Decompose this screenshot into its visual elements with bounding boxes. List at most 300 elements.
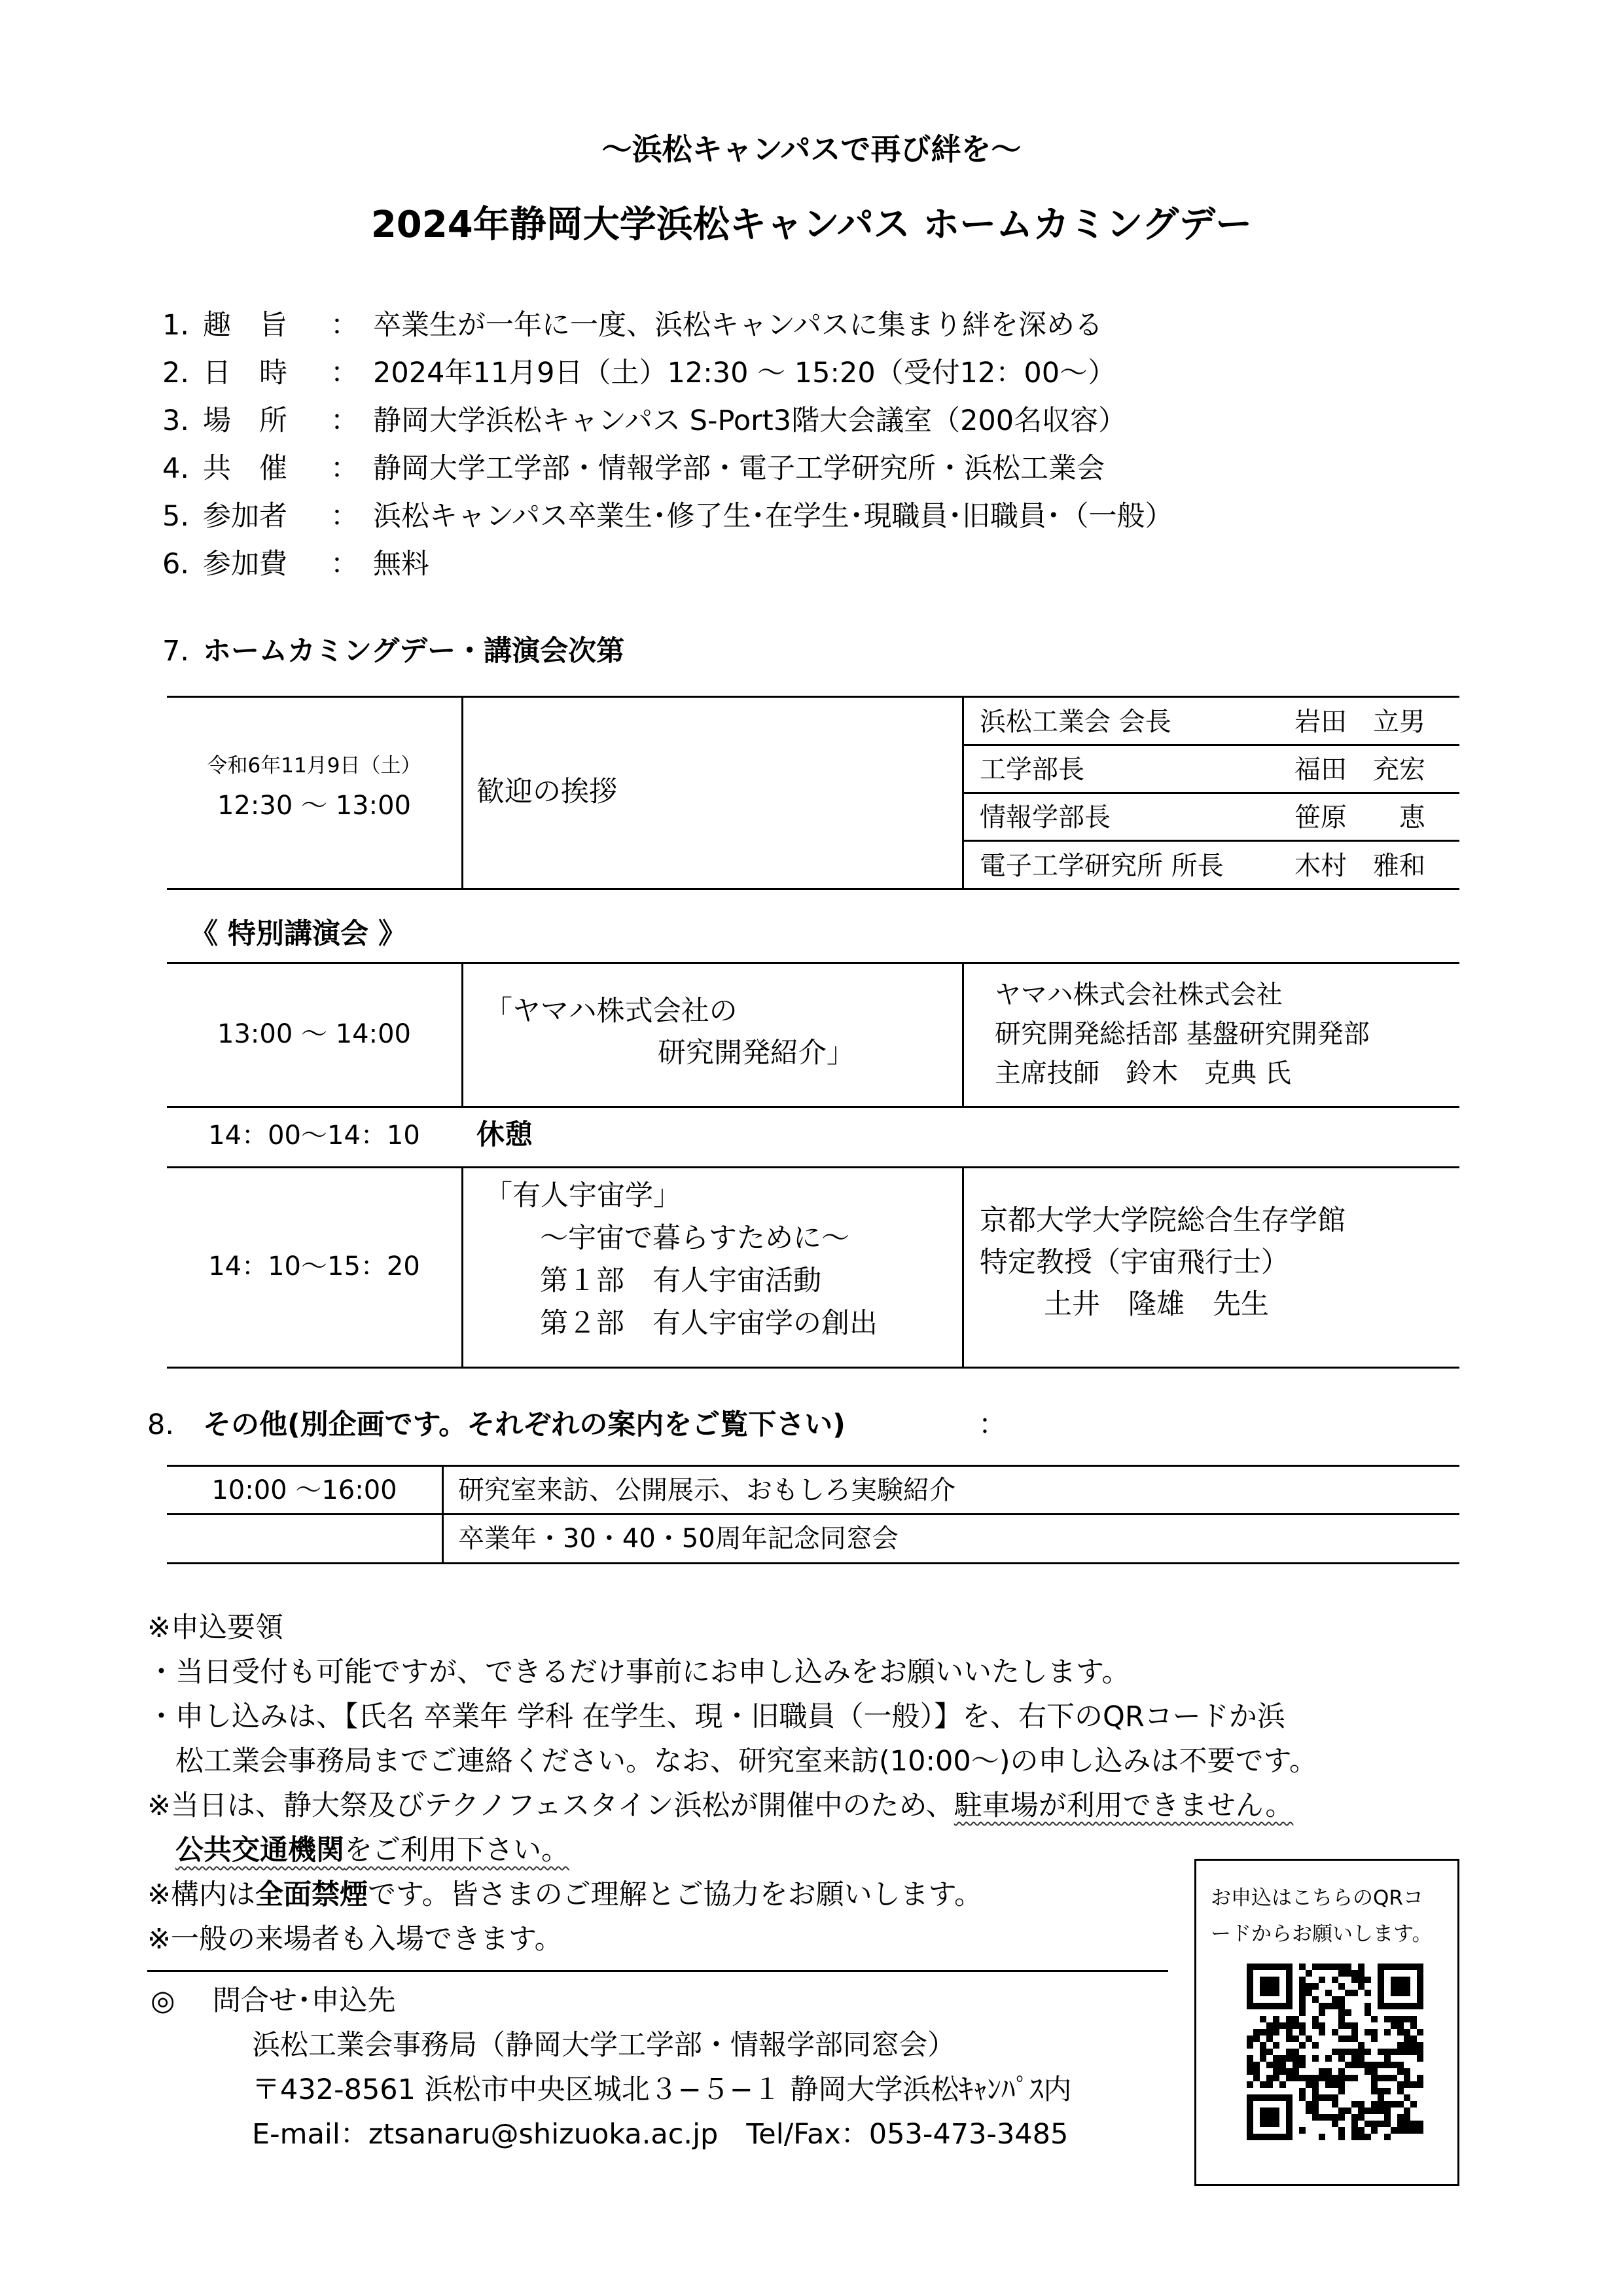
overview-value: 静岡大学工学部・情報学部・電子工学研究所・浜松工業会 (373, 452, 1105, 485)
qr-module (1397, 2101, 1404, 2108)
qr-module (1299, 1996, 1306, 2003)
qr-module (1286, 2094, 1293, 2101)
overview-value: 静岡大学浜松キャンパス S-Port3階大会議室（200名収容） (373, 404, 1127, 437)
qr-module (1293, 2068, 1299, 2075)
qr-module (1253, 2029, 1260, 2036)
qr-module (1266, 1983, 1273, 1990)
overview-label: 参加費 (203, 548, 287, 581)
qr-module (1397, 2127, 1404, 2134)
qr-module (1417, 1970, 1423, 1977)
qr-module (1397, 2114, 1404, 2121)
qr-module (1384, 2055, 1391, 2062)
table-line (962, 1166, 964, 1367)
qr-module (1299, 2127, 1306, 2134)
qr-module (1306, 1983, 1312, 1990)
contact-email-tel[interactable]: E-mail：ztsanaru@shizuoka.ac.jp Tel/Fax：053-473-3485 (252, 2118, 1069, 2151)
qr-module (1417, 2003, 1423, 2009)
qr-module (1273, 2068, 1279, 2075)
qr-module (1332, 1996, 1338, 2003)
qr-module (1260, 1964, 1266, 1970)
qr-module (1293, 2075, 1299, 2081)
qr-module (1345, 1964, 1351, 1970)
speaker-name: 福田 充宏 (1294, 755, 1425, 785)
qr-module (1404, 2049, 1410, 2055)
qr-module (1319, 2068, 1325, 2075)
qr-module (1260, 2134, 1266, 2140)
qr-module (1358, 2062, 1364, 2068)
qr-module (1384, 1964, 1391, 1970)
notes-line: 松工業会事務局までご連絡ください。なお、研究室来訪(10:00〜)の申し込みは不要です。 (175, 1745, 1318, 1778)
qr-module (1325, 2003, 1332, 2009)
qr-module (1247, 2055, 1253, 2062)
other-heading-num: 8. (147, 1408, 175, 1441)
qr-module (1338, 1983, 1345, 1990)
overview-label: 日 時 (203, 357, 287, 389)
qr-module (1391, 2101, 1397, 2108)
qr-module (1417, 2042, 1423, 2049)
qr-module (1325, 1990, 1332, 1996)
qr-module (1338, 2068, 1345, 2075)
table-line (167, 1465, 1459, 1467)
qr-module (1364, 2009, 1371, 2016)
qr-module (1312, 2101, 1319, 2108)
notes-text: です。皆さまのご理解とご協力をお願いします。 (368, 1878, 983, 1911)
qr-module (1260, 2114, 1266, 2121)
qr-module (1312, 2016, 1319, 2022)
qr-module (1378, 2062, 1384, 2068)
qr-module (1273, 1964, 1279, 1970)
qr-module (1293, 2049, 1299, 2055)
qr-module (1312, 1996, 1319, 2003)
speaker-role: 浜松工業会 会長 (980, 707, 1171, 737)
qr-module (1397, 2121, 1404, 2127)
qr-module (1338, 2022, 1345, 2029)
notes-emphasis: 公共交通機関 (175, 1834, 344, 1867)
notes-emphasis: 駐車場が利用できません。 (954, 1789, 1294, 1822)
qr-module (1378, 2101, 1384, 2108)
table-line (167, 1106, 1459, 1108)
qr-module (1273, 2134, 1279, 2140)
overview-num: 1. (162, 309, 190, 342)
qr-module (1358, 1983, 1364, 1990)
qr-module (1351, 2062, 1358, 2068)
qr-module (1371, 2088, 1378, 2094)
qr-module (1306, 2081, 1312, 2088)
qr-module (1378, 1964, 1384, 1970)
qr-module (1338, 2009, 1345, 2016)
qr-module (1345, 2009, 1351, 2016)
qr-module (1384, 2029, 1391, 2036)
qr-module (1351, 1977, 1358, 1983)
notes-text: ※当日は、静大祭及びテクノフェスタイン浜松が開催中のため、 (147, 1789, 954, 1822)
qr-module (1358, 2049, 1364, 2055)
overview-num: 3. (162, 404, 190, 437)
qr-module (1299, 1983, 1306, 1990)
qr-module (1404, 1983, 1410, 1990)
page-title: 2024年静岡大学浜松キャンパス ホームカミングデー (370, 204, 1253, 246)
qr-module (1273, 2094, 1279, 2101)
qr-module (1404, 1977, 1410, 1983)
qr-module (1286, 2055, 1293, 2062)
qr-module (1417, 1990, 1423, 1996)
qr-module (1364, 2049, 1371, 2055)
qr-module (1260, 1983, 1266, 1990)
qr-module (1325, 2114, 1332, 2121)
qr-module (1279, 2081, 1286, 2088)
qr-module (1319, 2094, 1325, 2101)
qr-module (1364, 2108, 1371, 2114)
qr-module (1247, 2114, 1253, 2121)
qr-module (1273, 2022, 1279, 2029)
qr-module (1325, 2055, 1332, 2062)
qr-module (1404, 2003, 1410, 2009)
qr-module (1253, 2003, 1260, 2009)
qr-module (1247, 2108, 1253, 2114)
qr-module (1338, 2016, 1345, 2022)
qr-module (1273, 1983, 1279, 1990)
special-lecture-heading: 《 特別講演会 》 (190, 918, 406, 950)
qr-module (1312, 2075, 1319, 2081)
qr-module (1253, 2062, 1260, 2068)
qr-module (1345, 2075, 1351, 2081)
qr-module (1351, 2055, 1358, 2062)
other-heading-colon: ： (978, 1408, 1007, 1441)
notes-line: ・当日受付も可能ですが、できるだけ事前にお申し込みをお願いいたします。 (147, 1656, 1130, 1689)
qr-module (1371, 2121, 1378, 2127)
qr-module (1378, 2049, 1384, 2055)
qr-module (1384, 2108, 1391, 2114)
qr-module (1332, 2121, 1338, 2127)
qr-module (1260, 2055, 1266, 2062)
qr-module (1371, 2081, 1378, 2088)
lecture2-title: 「有人宇宙学」 (484, 1179, 681, 1212)
qr-module (1378, 1983, 1384, 1990)
qr-module (1247, 2062, 1253, 2068)
speaker-role: 情報学部長 (980, 802, 1111, 833)
qr-module (1338, 2127, 1345, 2134)
qr-module (1312, 1983, 1319, 1990)
qr-module (1371, 2108, 1378, 2114)
other-heading: その他(別企画です。それぞれの案内をご覧下さい) (203, 1408, 846, 1441)
qr-module (1260, 2029, 1266, 2036)
qr-module (1417, 1996, 1423, 2003)
qr-module (1247, 2042, 1253, 2049)
qr-module (1273, 2121, 1279, 2127)
qr-module (1378, 2094, 1384, 2101)
qr-module (1391, 1990, 1397, 1996)
qr-module (1417, 1964, 1423, 1970)
qr-module (1332, 1977, 1338, 1983)
qr-module (1364, 2121, 1371, 2127)
qr-module (1351, 2049, 1358, 2055)
qr-module (1247, 2127, 1253, 2134)
qr-module (1293, 2022, 1299, 2029)
qr-module (1351, 2029, 1358, 2036)
overview-value: 2024年11月9日（土）12:30 〜 15:20（受付12：00〜） (373, 357, 1116, 389)
qr-module (1286, 2068, 1293, 2075)
qr-module (1371, 2062, 1378, 2068)
qr-module (1279, 2062, 1286, 2068)
qr-module (1404, 2075, 1410, 2081)
qr-module (1410, 2042, 1417, 2049)
qr-module (1332, 2101, 1338, 2108)
notes-line (147, 1788, 1293, 1823)
qr-module (1338, 2075, 1345, 2081)
qr-module (1306, 2101, 1312, 2108)
qr-module (1410, 1964, 1417, 1970)
qr-module (1266, 2075, 1273, 2081)
qr-module (1332, 2003, 1338, 2009)
qr-module (1410, 2101, 1417, 2108)
contact-org: 浜松工業会事務局（静岡大学工学部・情報学部同窓会） (252, 2029, 955, 2062)
qr-module (1391, 1983, 1397, 1990)
notes-line: ※一般の来場者も入場できます。 (147, 1923, 563, 1956)
qr-module (1338, 2108, 1345, 2114)
qr-module (1384, 2088, 1391, 2094)
qr-module (1253, 2068, 1260, 2075)
notes-line (147, 1877, 982, 1912)
qr-module (1364, 2068, 1371, 2075)
qr-module (1351, 2114, 1358, 2121)
qr-module (1384, 2049, 1391, 2055)
qr-module (1247, 2134, 1253, 2140)
speaker-role: 工学部長 (980, 755, 1084, 785)
qr-module (1306, 2075, 1312, 2081)
qr-module (1345, 1970, 1351, 1977)
notes-emphasis: 全面禁煙 (255, 1878, 368, 1911)
qr-module (1351, 2101, 1358, 2108)
qr-caption: ードからお願いします。 (1211, 1922, 1433, 1946)
qr-module (1279, 2055, 1286, 2062)
qr-module (1397, 2049, 1404, 2055)
qr-module (1286, 2029, 1293, 2036)
qr-module (1306, 1990, 1312, 1996)
qr-caption: お申込はこちらのQRコ (1211, 1886, 1423, 1910)
qr-module (1404, 1964, 1410, 1970)
qr-module (1351, 2036, 1358, 2042)
overview-num: 5. (162, 500, 190, 533)
qr-module (1397, 2003, 1404, 2009)
qr-module (1397, 2022, 1404, 2029)
qr-module (1319, 1964, 1325, 1970)
qr-module (1384, 2062, 1391, 2068)
qr-module (1286, 1970, 1293, 1977)
qr-module (1266, 2121, 1273, 2127)
qr-module (1410, 2003, 1417, 2009)
qr-module (1299, 2075, 1306, 2081)
speaker-name: 岩田 立男 (1294, 707, 1425, 737)
qr-module (1358, 1964, 1364, 1970)
overview-colon: ： (330, 404, 359, 437)
qr-module (1299, 2009, 1306, 2016)
qr-module (1299, 2042, 1306, 2049)
qr-module (1404, 2121, 1410, 2127)
contact-heading: 問合せ･申込先 (213, 1984, 396, 2017)
other-row: 研究室来訪、公開展示、おもしろ実験紹介 (458, 1475, 955, 1505)
qr-module (1404, 2114, 1410, 2121)
subtitle: 〜浜松キャンパスで再び絆を〜 (601, 132, 1022, 167)
qr-module (1358, 2114, 1364, 2121)
qr-module (1325, 2081, 1332, 2088)
qr-module (1358, 2134, 1364, 2140)
qr-module (1384, 2075, 1391, 2081)
qr-module (1286, 2075, 1293, 2081)
qr-module (1410, 2036, 1417, 2042)
qr-module (1299, 2062, 1306, 2068)
qr-module (1338, 2088, 1345, 2094)
qr-module (1397, 2062, 1404, 2068)
qr-module (1247, 1970, 1253, 1977)
qr-module (1397, 1964, 1404, 1970)
lecture2-title: 〜宇宙で暮らすために〜 (540, 1222, 849, 1255)
qr-module (1279, 2134, 1286, 2140)
qr-module (1260, 2108, 1266, 2114)
qr-module (1312, 2114, 1319, 2121)
qr-module (1279, 2094, 1286, 2101)
qr-module (1279, 2022, 1286, 2029)
overview-colon: ： (330, 357, 359, 389)
qr-module (1286, 2003, 1293, 2009)
qr-module (1253, 1964, 1260, 1970)
qr-module (1358, 2108, 1364, 2114)
qr-module (1260, 2094, 1266, 2101)
lecture2-part1: 第１部 有人宇宙活動 (540, 1265, 821, 1297)
notes-heading: ※申込要領 (147, 1611, 284, 1644)
overview-num: 6. (162, 548, 190, 581)
qr-module (1378, 1970, 1384, 1977)
overview-colon: ： (330, 309, 359, 342)
qr-module (1306, 2108, 1312, 2114)
qr-module (1273, 2003, 1279, 2009)
qr-module (1345, 2036, 1351, 2042)
qr-module (1273, 2055, 1279, 2062)
speaker-role: 電子工学研究所 所長 (980, 851, 1224, 881)
qr-module (1273, 2029, 1279, 2036)
welcome-title: 歓迎の挨拶 (476, 776, 617, 808)
qr-module (1397, 2042, 1404, 2049)
qr-module (1417, 2081, 1423, 2088)
qr-module (1371, 2127, 1378, 2134)
qr-module (1384, 2003, 1391, 2009)
table-line (962, 962, 964, 1106)
qr-module (1253, 2075, 1260, 2081)
lecture2-speaker: 特定教授（宇宙飛行士） (980, 1246, 1289, 1279)
qr-module (1404, 2029, 1410, 2036)
qr-module (1266, 1977, 1273, 1983)
overview-colon: ： (330, 500, 359, 533)
qr-module (1351, 2134, 1358, 2140)
qr-module (1378, 1996, 1384, 2003)
overview-num: 2. (162, 357, 190, 389)
qr-module (1312, 1964, 1319, 1970)
qr-module (1378, 1990, 1384, 1996)
qr-module (1266, 2081, 1273, 2088)
qr-module (1410, 2121, 1417, 2127)
qr-module (1286, 2101, 1293, 2108)
qr-module (1397, 2081, 1404, 2088)
qr-module (1247, 2068, 1253, 2075)
qr-module (1397, 2016, 1404, 2022)
qr-module (1358, 2101, 1364, 2108)
qr-module (1299, 2022, 1306, 2029)
overview-label: 参加者 (203, 500, 287, 533)
qr-module (1279, 2003, 1286, 2009)
qr-module (1325, 1964, 1332, 1970)
overview-num: 4. (162, 452, 190, 485)
qr-module (1364, 2134, 1371, 2140)
qr-code-icon[interactable] (1247, 1964, 1423, 2140)
qr-module (1273, 1990, 1279, 1996)
welcome-date: 令和6年11月9日（土） (207, 754, 421, 778)
overview-label: 共 催 (203, 452, 287, 485)
qr-module (1253, 2094, 1260, 2101)
qr-module (1378, 2121, 1384, 2127)
qr-module (1417, 2121, 1423, 2127)
table-line (461, 696, 463, 888)
qr-module (1404, 2042, 1410, 2049)
qr-module (1319, 2114, 1325, 2121)
qr-module (1266, 2036, 1273, 2042)
qr-module (1404, 2068, 1410, 2075)
qr-module (1397, 2088, 1404, 2094)
lecture1-speaker: ヤマハ株式会社株式会社 (995, 980, 1283, 1010)
qr-module (1319, 2003, 1325, 2009)
qr-module (1319, 1977, 1325, 1983)
qr-module (1286, 2022, 1293, 2029)
qr-module (1338, 2134, 1345, 2140)
qr-module (1286, 2108, 1293, 2114)
overview-label: 場 所 (203, 404, 287, 437)
qr-module (1391, 2127, 1397, 2134)
qr-module (1358, 1970, 1364, 1977)
qr-module (1332, 2029, 1338, 2036)
lecture2-part2: 第２部 有人宇宙学の創出 (540, 1307, 878, 1340)
qr-module (1417, 2127, 1423, 2134)
qr-module (1312, 2108, 1319, 2114)
qr-module (1325, 2075, 1332, 2081)
qr-module (1299, 1990, 1306, 1996)
qr-module (1351, 2022, 1358, 2029)
qr-module (1260, 1977, 1266, 1983)
lecture1-speaker: 主席技師 鈴木 克典 氏 (995, 1058, 1291, 1088)
qr-module (1266, 1990, 1273, 1996)
qr-module (1397, 2029, 1404, 2036)
qr-module (1319, 2134, 1325, 2140)
qr-module (1351, 2127, 1358, 2134)
table-line (962, 840, 1459, 842)
qr-module (1338, 2049, 1345, 2055)
qr-module (1247, 2094, 1253, 2101)
qr-module (1351, 2121, 1358, 2127)
qr-module (1378, 2075, 1384, 2081)
qr-module (1247, 2036, 1253, 2042)
qr-module (1391, 2062, 1397, 2068)
qr-module (1253, 2134, 1260, 2140)
qr-module (1293, 2062, 1299, 2068)
qr-module (1371, 2016, 1378, 2022)
qr-module (1338, 2036, 1345, 2042)
qr-module (1332, 1964, 1338, 1970)
qr-module (1332, 2114, 1338, 2121)
qr-module (1247, 1996, 1253, 2003)
qr-module (1279, 1964, 1286, 1970)
qr-module (1286, 1977, 1293, 1983)
qr-module (1404, 1990, 1410, 1996)
qr-module (1384, 2134, 1391, 2140)
table-line (962, 792, 1459, 794)
qr-module (1299, 2088, 1306, 2094)
qr-module (1312, 2094, 1319, 2101)
